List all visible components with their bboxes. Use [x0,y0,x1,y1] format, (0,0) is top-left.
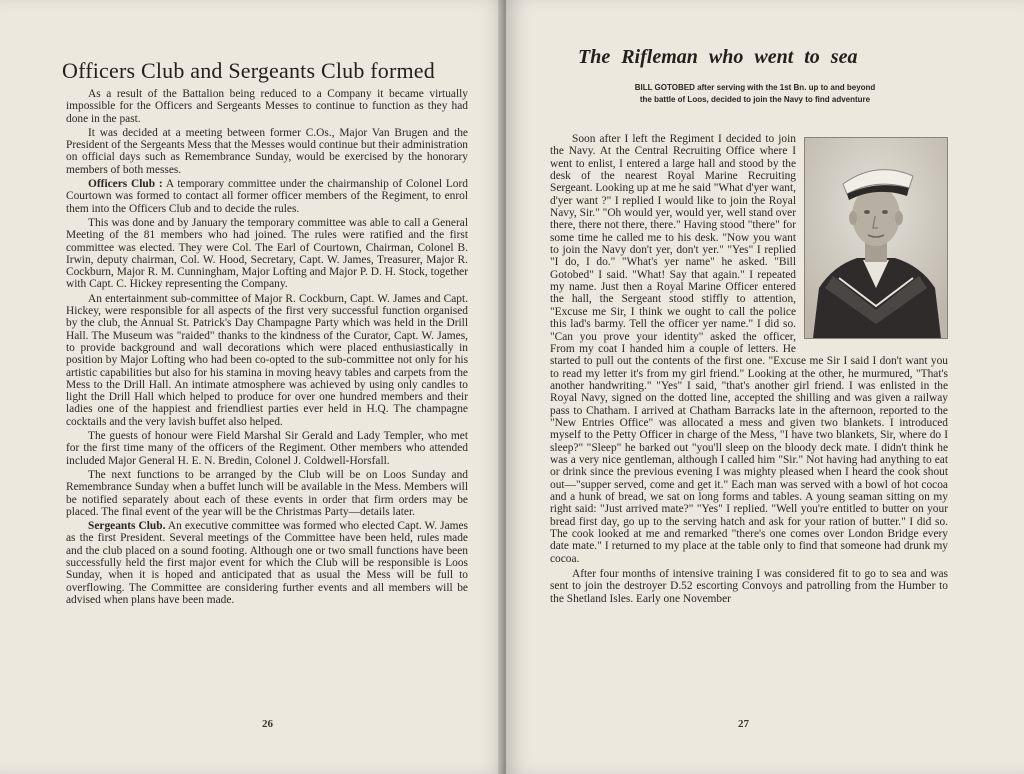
paragraph: Soon after I left the Regiment I decided to join the Navy. At the Central Recruiting Office where I went to enlist, I entered a large hall and stood by the desk of the nearest Royal Marine Recruiting Sergeant. Looking up at me he said "What d'yer want, d'yer want ?" I replied I would like to join the Royal Navy, Sir." "Oh would yer, would yer, well stand over there, there not there, there." Having stood "there" for some time he called me to his desk. "Now you want to join the Navy don't yer, don't yer." "Yes" I replied "I do, I do." "What's yer name" he asked. "Bill Gotobed" I said. "What! Say that again." I repeated my name. Just then a Royal Marine Officer entered the hall, the Sergeant stood stiffly to attention, "Excuse me Sir, I think we ought to call the police this lad's barmy. Tell the officer yer name." I did so. "Can you prove your identity" asked the officer, From my coat I handed him a couple of letters. He started to pull out the contents of the first one. "Excuse me Sir I said I don't want you to read my letter it's from my girl friend." Looking at the other, he murmured, "That's another handwriting." "Yes" I said, "that's another girl friend. I was enlisted in the Royal Navy, signed on the dotted line, accepted the shilling and was given a railway pass to Chatham. I arrived at Chatham Barracks late in the afternoon, reported to the "New Entries Office" was allocated a mess and given two blankets. I introduced myself to the Petty Officer in charge of the Mess, "I have two blankets, Sir, where do I sleep?" "Sleep" he barked out "you'll sleep on the bloody deck mate. I didn't think he was a very nice gentleman, although I called him "Sir." Not having had anything to eat or drink since the previous evening I was mighty pleased when I heard the cook shout out—"supper served, come and get it." Each man was served with a bowl of hot cocoa and a hunk of bread, we sat on long forms and tables. A young seaman sitting on my right said: "Just arrived mate?" "Yes" I replied. "Well you're entitled to butter on your bread first day, go up to the serving hatch and ask for your ration of butter." I did so. The cook looked at me and remarked "there's one comes over London Bridge every date mate." I returned to my place at the table only to find that someone had drunk my cocoa. [550,133,948,565]
portrait-photo [804,137,948,339]
page-number: 27 [738,718,749,730]
left-page-body [66,88,468,608]
paragraph: An entertainment sub-committee of Major R. Cockburn, Capt. W. James and Capt. Hickey, were responsible for all aspects of the first very successful function organised by the club, the Annual St. Patrick's Day Champagne Party which was held in the Drill Hall. The Museum was "raided" thanks to the kindness of the Curator, Capt. W. James, to provide background and wall decorations which were placed enthusiastically in position by Major Lofting who had been co-opted to the sub-committee not only for his artistic capabilities but also for his stamina in moving heavy tables and carpets from the Mess to the Drill Hall. An intimate atmosphere was achieved by using only candles to light the Drill Hall which helped to produce for over one hundred members and their ladies one of the happiest and friendliest parties ever held in H.Q. The champagne cocktails and the very lavish buffet also helped. [66,292,468,428]
paragraph: As a result of the Battalion being reduced to a Company it became virtually impossible for the Officers and Sergeants Messes to continue to function as they had done in the past. [66,88,468,125]
left-page [0,0,506,774]
paragraph: It was decided at a meeting between former C.Os., Major Van Brugen and the President of the Sergeants Mess that the Messes would continue but their administration on official days such as Remembrance Sunday, would be exercised by the honorary members of both messes. [66,126,468,176]
subtitle-line: the battle of Loos, decided to join the Navy to find adventure [639,95,871,104]
portrait-of-sailor-icon [805,138,947,338]
paragraph: After four months of intensive training I was considered fit to go to sea and was sent to join the destroyer D.52 escorting Convoys and patrolling from the Humber to the Shetland Isles. Early one November [550,568,948,605]
right-page-title: The Rifleman who went to sea [578,46,858,68]
page-number: 26 [262,718,273,730]
paragraph: Sergeants Club. An executive committee was formed who elected Capt. W. James as the first President. Several meetings of the Committee have been held, rules made and the club placed on a sound footing. Although one or two small functions have been successfully held the first major event for which the Club will be responsible is Loos Sunday, when it is hoped and anticipated that as usual the Mess will be full to overflowing. The Committee are considering further events and all members will be advised when plans have been made. [66,520,468,606]
article-subtitle [578,82,932,106]
paragraph: The guests of honour were Field Marshal Sir Gerald and Lady Templer, who met for the first time many of the officers of the Regiment. Other members who attended included Major General H. E. N. Bredin, Colonel J. Coldwell-Horsfall. [66,430,468,467]
section-lead: Sergeants Club. [88,520,166,533]
paragraph: Officers Club : A temporary committee under the chairmanship of Colonel Lord Courtown was formed to contact all former officer members of the Regiment, to enrol them into the Officers Club and to decide the rules. [66,178,468,215]
section-lead: Officers Club : [88,178,163,191]
paragraph: This was done and by January the temporary committee was able to call a General Meeting of the 81 members who had joined. The rules were ratified and the first committee was elected. They were Col. The Earl of Courtown, Chairman, Colonel B. Irwin, deputy chairman, Col. W. Hood, Secretary, Capt. W. James, Treasurer, Major R. Cockburn, Major R. M. Cunningham, Major Lofting and Major P. D. H. Stock, together with Capt. C. Hickey representing the Company. [66,216,468,291]
right-page-body [550,133,948,608]
left-page-title: Officers Club and Sergeants Club formed [62,58,435,83]
paragraph: The next functions to be arranged by the Club will be on Loos Sunday and Remembrance Sunday when a buffet lunch will be available in the Mess. Members will be notified separately about each of these events in order that firm orders may be placed. The final event of the year will be the Christmas Party—details later. [66,468,468,518]
subtitle-line: BILL GOTOBED after serving with the 1st Bn. up to and beyond [634,83,876,92]
